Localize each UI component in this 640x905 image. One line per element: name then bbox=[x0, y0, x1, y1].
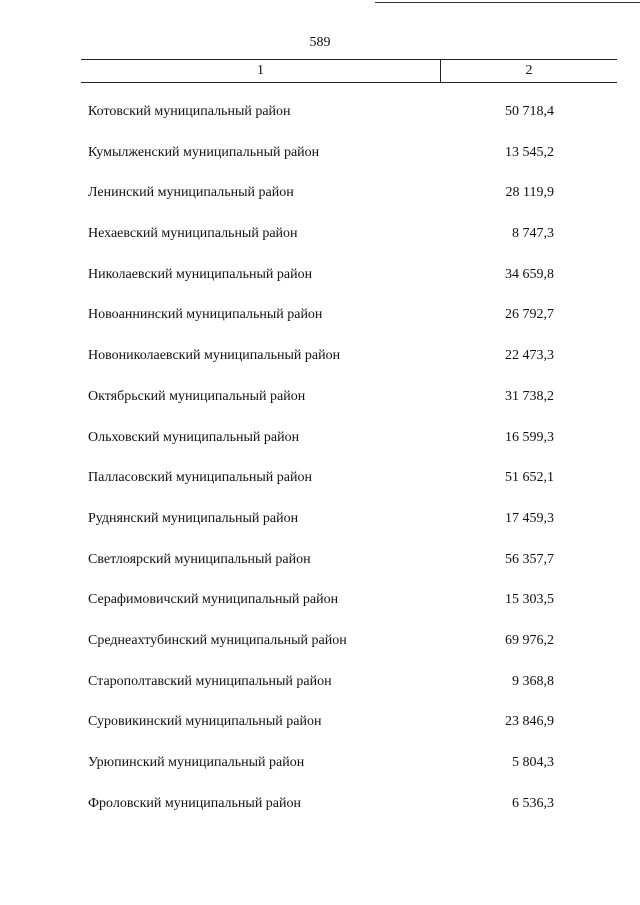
district-value: 6 536,3 bbox=[512, 795, 554, 811]
page-number: 589 bbox=[309, 35, 331, 50]
table-header bbox=[81, 59, 617, 83]
table-row bbox=[0, 591, 640, 632]
table-row bbox=[0, 713, 640, 754]
district-value: 51 652,1 bbox=[505, 470, 554, 486]
table-row bbox=[0, 429, 640, 470]
district-value: 69 976,2 bbox=[505, 632, 554, 648]
district-value: 26 792,7 bbox=[505, 307, 554, 323]
district-name: Суровикинский муниципальный район bbox=[88, 714, 322, 730]
table-row bbox=[0, 754, 640, 795]
district-value: 22 473,3 bbox=[505, 348, 554, 364]
table-row bbox=[0, 469, 640, 510]
table-row bbox=[0, 144, 640, 185]
district-value: 16 599,3 bbox=[505, 429, 554, 445]
district-name: Среднеахтубинский муниципальный район bbox=[88, 632, 347, 648]
table-row bbox=[0, 510, 640, 551]
table-row bbox=[0, 347, 640, 388]
district-name: Урюпинский муниципальный район bbox=[88, 755, 305, 770]
district-name: Котовский муниципальный район bbox=[88, 104, 291, 119]
district-value: 34 659,8 bbox=[505, 266, 554, 282]
district-value: 23 846,9 bbox=[505, 714, 554, 730]
district-value: 50 718,4 bbox=[505, 104, 554, 119]
table-row bbox=[0, 266, 640, 307]
district-value: 8 747,3 bbox=[512, 226, 554, 242]
district-name: Старополтавский муниципальный район bbox=[88, 673, 332, 689]
district-value: 56 357,7 bbox=[505, 551, 554, 567]
table-row bbox=[0, 551, 640, 592]
top-rule bbox=[375, 2, 640, 3]
district-value: 31 738,2 bbox=[505, 388, 554, 404]
district-name: Новониколаевский муниципальный район bbox=[88, 348, 341, 364]
table-body bbox=[0, 103, 640, 835]
table-row bbox=[0, 673, 640, 714]
district-value: 13 545,2 bbox=[505, 144, 554, 160]
table-row bbox=[0, 184, 640, 225]
district-value: 17 459,3 bbox=[505, 510, 554, 526]
district-name: Руднянский муниципальный район bbox=[88, 510, 299, 526]
district-name: Октябрьский муниципальный район bbox=[88, 388, 306, 404]
district-name: Ленинский муниципальный район bbox=[88, 185, 294, 201]
district-name: Палласовский муниципальный район bbox=[88, 470, 312, 486]
column-header-2: 2 bbox=[525, 63, 533, 78]
district-name: Нехаевский муниципальный район bbox=[88, 226, 298, 242]
district-name: Светлоярский муниципальный район bbox=[88, 551, 311, 567]
district-name: Николаевский муниципальный район bbox=[88, 266, 313, 282]
district-name: Кумылженский муниципальный район bbox=[88, 144, 320, 160]
district-value: 28 119,9 bbox=[505, 185, 554, 201]
table-row bbox=[0, 103, 640, 144]
table-row bbox=[0, 306, 640, 347]
table-row bbox=[0, 632, 640, 673]
table-row bbox=[0, 388, 640, 429]
table-row bbox=[0, 795, 640, 836]
district-value: 9 368,8 bbox=[512, 673, 554, 689]
district-name: Фроловский муниципальный район bbox=[88, 795, 302, 811]
district-name: Новоаннинский муниципальный район bbox=[88, 307, 323, 323]
district-name: Серафимовичский муниципальный район bbox=[88, 592, 339, 608]
district-value: 15 303,5 bbox=[505, 592, 554, 608]
district-value: 5 804,3 bbox=[512, 755, 554, 770]
table-row bbox=[0, 225, 640, 266]
column-header-1: 1 bbox=[81, 60, 441, 82]
district-name: Ольховский муниципальный район bbox=[88, 429, 300, 445]
